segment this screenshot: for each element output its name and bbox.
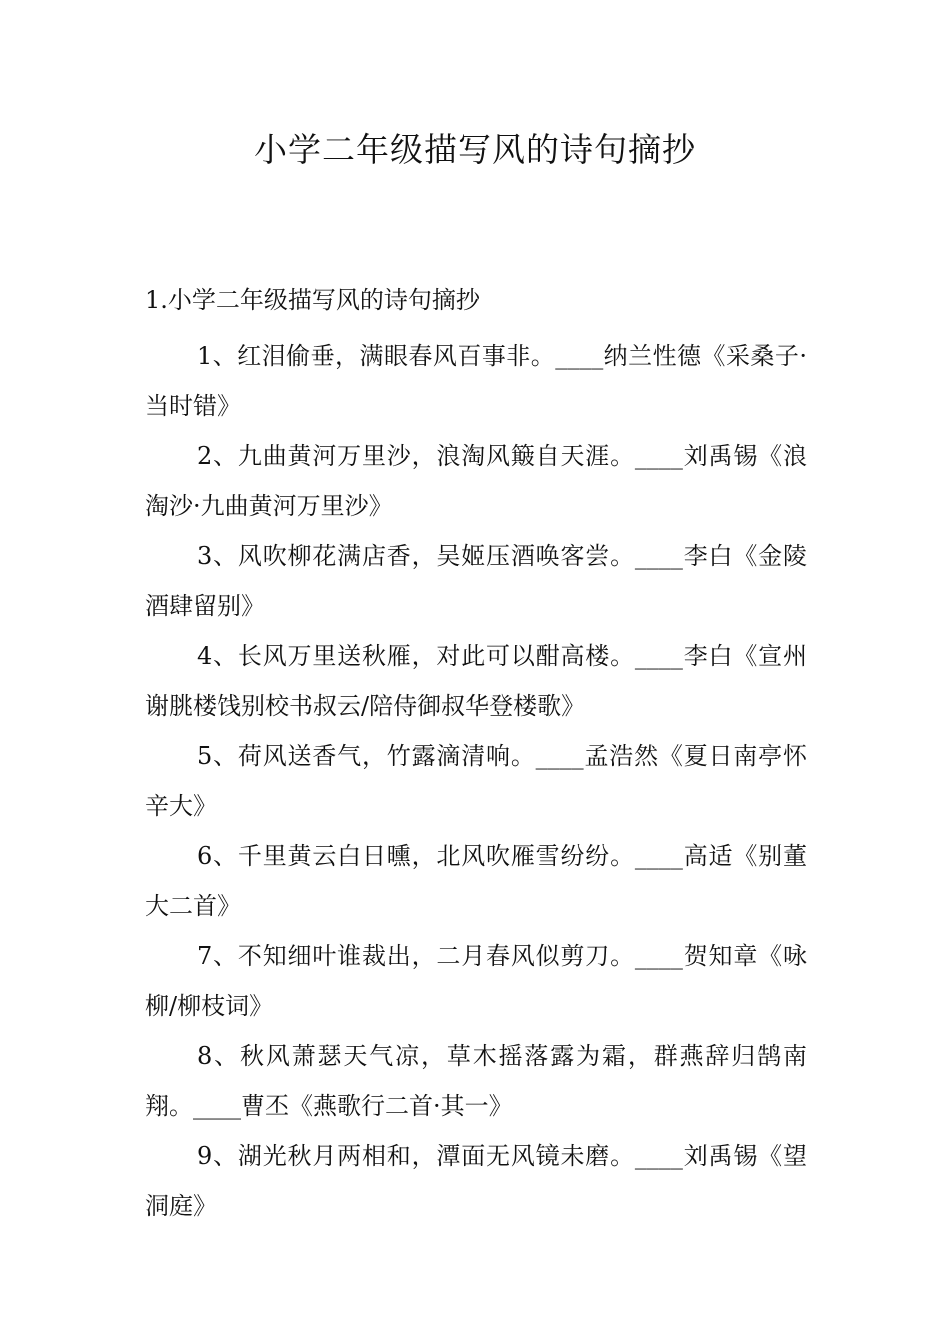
poem-item-1: 1、红泪偷垂，满眼春风百事非。____纳兰性德《采桑子·当时错》 bbox=[145, 342, 807, 420]
poem-item-3: 3、风吹柳花满店香，吴姬压酒唤客尝。____李白《金陵酒肆留别》 bbox=[145, 542, 807, 620]
poem-item-5: 5、荷风送香气，竹露滴清响。____孟浩然《夏日南亭怀辛大》 bbox=[145, 742, 807, 820]
document-title: 小学二年级描写风的诗句摘抄 bbox=[254, 130, 696, 169]
section-heading: 1.小学二年级描写风的诗句摘抄 bbox=[145, 286, 480, 314]
poem-item-7: 7、不知细叶谁裁出，二月春风似剪刀。____贺知章《咏柳/柳枝词》 bbox=[145, 942, 807, 1020]
poem-item-9: 9、湖光秋月两相和，潭面无风镜未磨。____刘禹锡《望洞庭》 bbox=[145, 1142, 807, 1220]
poem-item-6: 6、千里黄云白日曛，北风吹雁雪纷纷。____高适《别董大二首》 bbox=[145, 842, 807, 920]
poem-list bbox=[145, 331, 807, 1231]
poem-item-2: 2、九曲黄河万里沙，浪淘风簸自天涯。____刘禹锡《浪淘沙·九曲黄河万里沙》 bbox=[145, 442, 807, 520]
poem-item-4: 4、长风万里送秋雁，对此可以酣高楼。____李白《宣州谢朓楼饯别校书叔云/陪侍御叔华登楼歌》 bbox=[145, 642, 807, 720]
poem-item-8: 8、秋风萧瑟天气凉，草木摇落露为霜，群燕辞归鹄南翔。____曹丕《燕歌行二首·其一》 bbox=[145, 1042, 807, 1120]
